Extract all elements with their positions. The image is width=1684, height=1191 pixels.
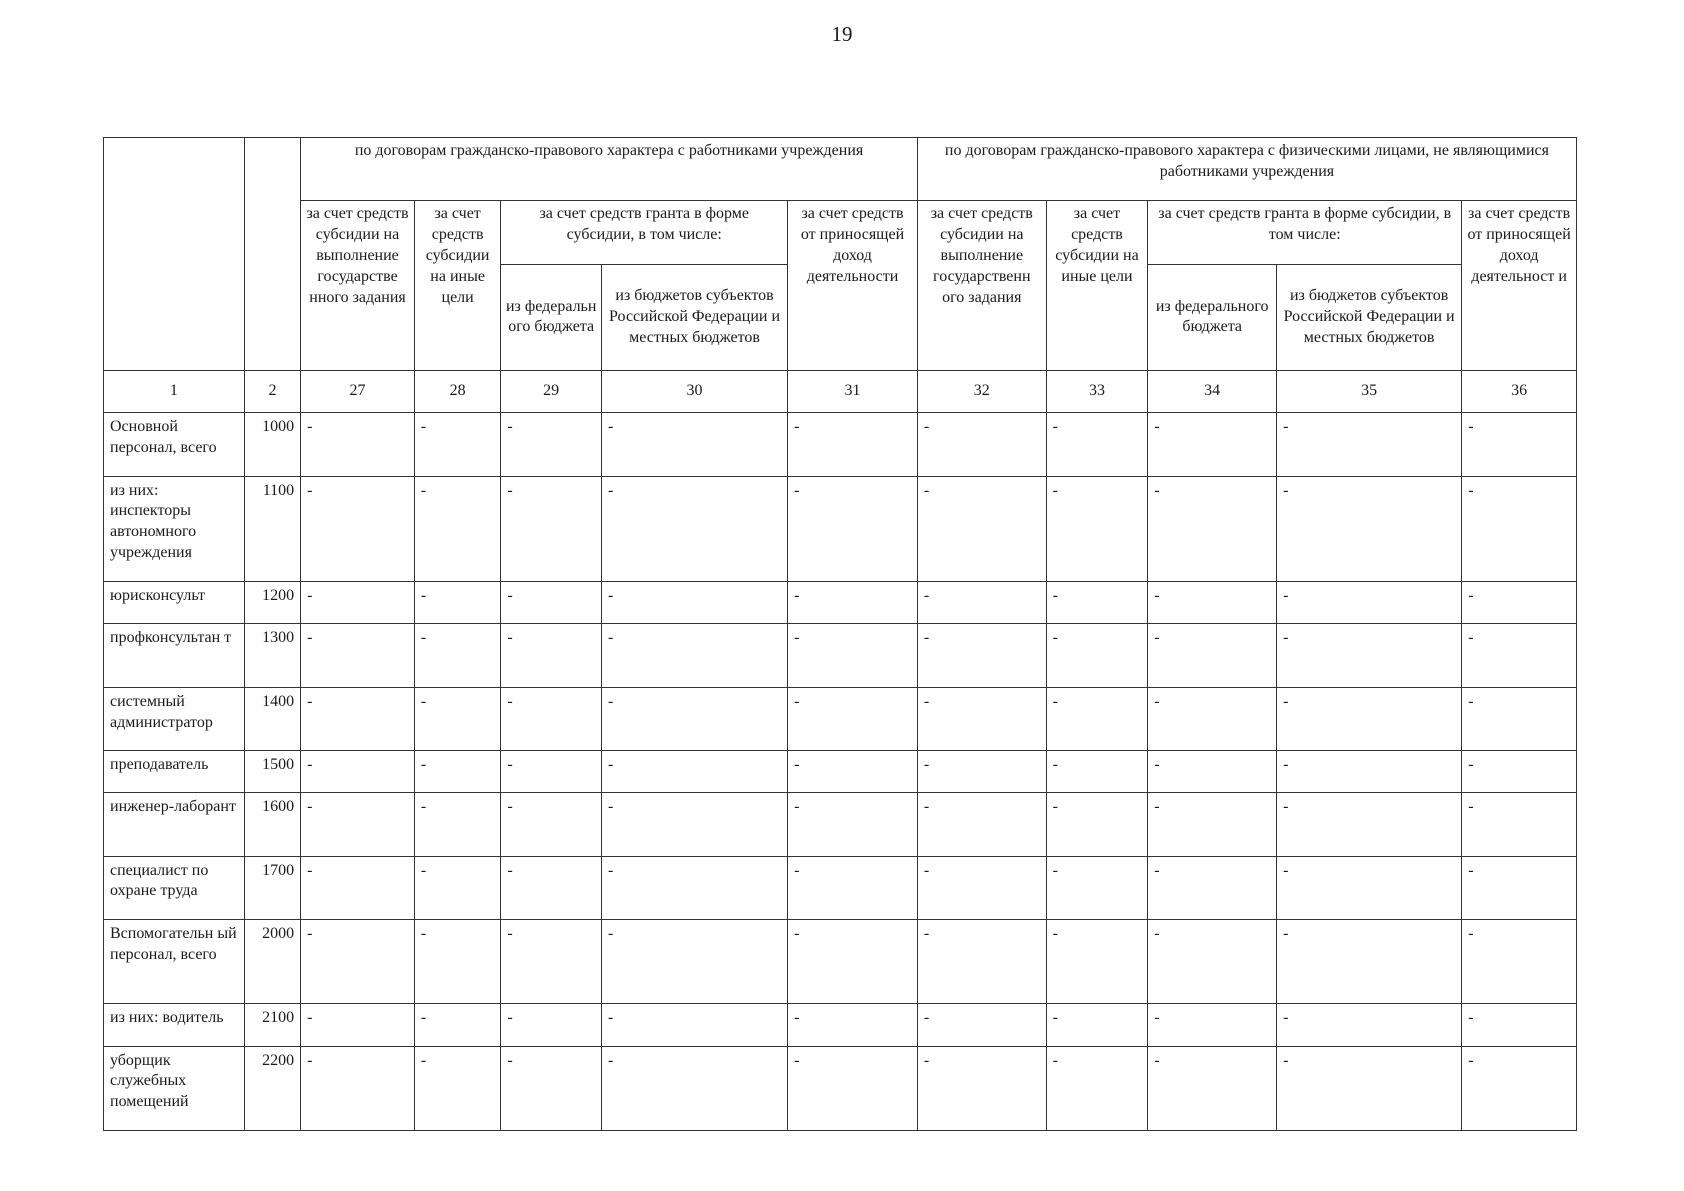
- row-label: из них: инспекторы автономного учреждения: [104, 476, 245, 582]
- value-cell: -: [1462, 476, 1577, 582]
- value-cell: -: [788, 582, 918, 624]
- table-row: [104, 582, 1577, 624]
- value-cell: -: [501, 919, 602, 1003]
- value-cell: -: [301, 582, 415, 624]
- value-cell: -: [501, 476, 602, 582]
- value-cell: -: [917, 1046, 1046, 1131]
- group-header-individuals: по договорам гражданско-правового характера с физическими лицами, не являющимися работниками учреждения: [917, 138, 1576, 201]
- value-cell: -: [1277, 687, 1462, 750]
- value-cell: -: [1277, 751, 1462, 793]
- header-income-activity-2: за счет средств от приносящей доход деятельност и: [1462, 201, 1577, 371]
- value-cell: -: [414, 413, 501, 476]
- value-cell: -: [1148, 687, 1277, 750]
- value-cell: -: [1462, 1004, 1577, 1046]
- table-row: [104, 687, 1577, 750]
- header-income-activity: за счет средств от приносящей доход деятельности: [788, 201, 918, 371]
- value-cell: -: [1046, 1004, 1148, 1046]
- value-cell: -: [1046, 582, 1148, 624]
- value-cell: -: [1148, 856, 1277, 919]
- value-cell: -: [1046, 856, 1148, 919]
- value-cell: -: [1462, 413, 1577, 476]
- value-cell: -: [1046, 793, 1148, 856]
- table-row: [104, 476, 1577, 582]
- header-state-task-subsidy: за счет средств субсидии на выполнение государстве нного задания: [301, 201, 415, 371]
- value-cell: -: [414, 793, 501, 856]
- value-cell: -: [917, 856, 1046, 919]
- value-cell: -: [301, 1046, 415, 1131]
- value-cell: -: [1046, 624, 1148, 687]
- table-row: [104, 793, 1577, 856]
- value-cell: -: [414, 856, 501, 919]
- value-cell: -: [601, 793, 787, 856]
- header-regional-budgets-2: из бюджетов субъектов Российской Федерации и местных бюджетов: [1277, 264, 1462, 371]
- row-code: 1600: [244, 793, 300, 856]
- value-cell: -: [414, 582, 501, 624]
- row-label: профконсультан т: [104, 624, 245, 687]
- table-header: [104, 138, 1577, 413]
- column-number: 30: [601, 371, 787, 413]
- value-cell: -: [414, 687, 501, 750]
- value-cell: -: [601, 476, 787, 582]
- value-cell: -: [1046, 919, 1148, 1003]
- value-cell: -: [501, 793, 602, 856]
- table-row: [104, 1004, 1577, 1046]
- value-cell: -: [301, 1004, 415, 1046]
- value-cell: -: [1277, 919, 1462, 1003]
- value-cell: -: [301, 856, 415, 919]
- value-cell: -: [601, 856, 787, 919]
- value-cell: -: [501, 413, 602, 476]
- table-row: [104, 413, 1577, 476]
- value-cell: -: [917, 624, 1046, 687]
- value-cell: -: [1462, 1046, 1577, 1131]
- value-cell: -: [501, 1046, 602, 1131]
- value-cell: -: [1462, 793, 1577, 856]
- value-cell: -: [1148, 1004, 1277, 1046]
- value-cell: -: [1277, 1046, 1462, 1131]
- table-row: [104, 1046, 1577, 1131]
- value-cell: -: [414, 919, 501, 1003]
- value-cell: -: [1277, 793, 1462, 856]
- value-cell: -: [788, 856, 918, 919]
- value-cell: -: [1148, 1046, 1277, 1131]
- column-number: 28: [414, 371, 501, 413]
- row-code: 1400: [244, 687, 300, 750]
- row-code: 2000: [244, 919, 300, 1003]
- staff-payments-table: [103, 137, 1577, 1131]
- header-other-goals-subsidy-2: за счет средств субсидии на иные цели: [1046, 201, 1148, 371]
- value-cell: -: [601, 582, 787, 624]
- value-cell: -: [1046, 476, 1148, 582]
- value-cell: -: [917, 476, 1046, 582]
- header-code-cell: [244, 138, 300, 371]
- value-cell: -: [301, 624, 415, 687]
- value-cell: -: [1462, 624, 1577, 687]
- value-cell: -: [788, 624, 918, 687]
- value-cell: -: [917, 793, 1046, 856]
- table-row: [104, 856, 1577, 919]
- value-cell: -: [1148, 751, 1277, 793]
- row-code: 1500: [244, 751, 300, 793]
- value-cell: -: [601, 624, 787, 687]
- value-cell: -: [917, 919, 1046, 1003]
- row-code: 2200: [244, 1046, 300, 1131]
- value-cell: -: [1462, 919, 1577, 1003]
- value-cell: -: [601, 919, 787, 1003]
- table-body: [104, 413, 1577, 1131]
- value-cell: -: [1462, 582, 1577, 624]
- value-cell: -: [1046, 1046, 1148, 1131]
- value-cell: -: [788, 476, 918, 582]
- value-cell: -: [1148, 624, 1277, 687]
- row-code: 1100: [244, 476, 300, 582]
- value-cell: -: [414, 1046, 501, 1131]
- value-cell: -: [788, 1004, 918, 1046]
- value-cell: -: [917, 687, 1046, 750]
- row-label: Вспомогательн ый персонал, всего: [104, 919, 245, 1003]
- value-cell: -: [501, 751, 602, 793]
- value-cell: -: [917, 751, 1046, 793]
- value-cell: -: [1046, 413, 1148, 476]
- value-cell: -: [414, 1004, 501, 1046]
- value-cell: -: [1148, 919, 1277, 1003]
- header-grant-subsidy: за счет средств гранта в форме субсидии, в том числе:: [501, 201, 788, 264]
- column-number: 27: [301, 371, 415, 413]
- value-cell: -: [601, 1046, 787, 1131]
- row-label: инженер-лаборант: [104, 793, 245, 856]
- group-header-employees: по договорам гражданско-правового характера с работниками учреждения: [301, 138, 918, 201]
- value-cell: -: [788, 1046, 918, 1131]
- value-cell: -: [301, 919, 415, 1003]
- value-cell: -: [1046, 751, 1148, 793]
- header-other-goals-subsidy: за счет средств субсидии на иные цели: [414, 201, 501, 371]
- header-grant-subsidy-2: за счет средств гранта в форме субсидии, в том числе:: [1148, 201, 1462, 264]
- value-cell: -: [1148, 793, 1277, 856]
- value-cell: -: [1277, 476, 1462, 582]
- value-cell: -: [414, 751, 501, 793]
- column-number: 36: [1462, 371, 1577, 413]
- row-label: преподаватель: [104, 751, 245, 793]
- column-number: 34: [1148, 371, 1277, 413]
- value-cell: -: [301, 751, 415, 793]
- value-cell: -: [501, 1004, 602, 1046]
- value-cell: -: [301, 687, 415, 750]
- column-number: 2: [244, 371, 300, 413]
- row-label: Основной персонал, всего: [104, 413, 245, 476]
- value-cell: -: [1277, 856, 1462, 919]
- row-code: 2100: [244, 1004, 300, 1046]
- table-row: [104, 919, 1577, 1003]
- value-cell: -: [1277, 1004, 1462, 1046]
- value-cell: -: [1277, 413, 1462, 476]
- row-code: 1700: [244, 856, 300, 919]
- row-code: 1000: [244, 413, 300, 476]
- row-label: уборщик служебных помещений: [104, 1046, 245, 1131]
- page-number: 19: [831, 22, 853, 46]
- table-row: [104, 624, 1577, 687]
- row-label: системный администратор: [104, 687, 245, 750]
- value-cell: -: [788, 687, 918, 750]
- value-cell: -: [788, 919, 918, 1003]
- value-cell: -: [1277, 582, 1462, 624]
- table-row: [104, 751, 1577, 793]
- value-cell: -: [1148, 476, 1277, 582]
- column-numbers-row: [104, 371, 1577, 413]
- value-cell: -: [1046, 687, 1148, 750]
- value-cell: -: [1462, 856, 1577, 919]
- row-label: из них: водитель: [104, 1004, 245, 1046]
- row-code: 1200: [244, 582, 300, 624]
- header-federal-budget: из федеральн ого бюджета: [501, 264, 602, 371]
- value-cell: -: [501, 687, 602, 750]
- value-cell: -: [917, 413, 1046, 476]
- header-name-cell: [104, 138, 245, 371]
- header-federal-budget-2: из федерального бюджета: [1148, 264, 1277, 371]
- column-number: 31: [788, 371, 918, 413]
- column-number: 32: [917, 371, 1046, 413]
- value-cell: -: [301, 476, 415, 582]
- column-number: 29: [501, 371, 602, 413]
- value-cell: -: [501, 856, 602, 919]
- value-cell: -: [788, 793, 918, 856]
- value-cell: -: [301, 413, 415, 476]
- column-number: 35: [1277, 371, 1462, 413]
- value-cell: -: [788, 413, 918, 476]
- value-cell: -: [788, 751, 918, 793]
- value-cell: -: [1277, 624, 1462, 687]
- row-label: юрисконсульт: [104, 582, 245, 624]
- header-regional-budgets: из бюджетов субъектов Российской Федерации и местных бюджетов: [601, 264, 787, 371]
- value-cell: -: [1148, 413, 1277, 476]
- column-number: 33: [1046, 371, 1148, 413]
- value-cell: -: [414, 624, 501, 687]
- value-cell: -: [601, 413, 787, 476]
- value-cell: -: [501, 624, 602, 687]
- row-label: специалист по охране труда: [104, 856, 245, 919]
- value-cell: -: [1462, 687, 1577, 750]
- value-cell: -: [601, 1004, 787, 1046]
- value-cell: -: [301, 793, 415, 856]
- column-number: 1: [104, 371, 245, 413]
- value-cell: -: [601, 687, 787, 750]
- value-cell: -: [601, 751, 787, 793]
- value-cell: -: [1462, 751, 1577, 793]
- value-cell: -: [1148, 582, 1277, 624]
- value-cell: -: [917, 582, 1046, 624]
- value-cell: -: [414, 476, 501, 582]
- row-code: 1300: [244, 624, 300, 687]
- header-state-task-subsidy-2: за счет средств субсидии на выполнение государственн ого задания: [917, 201, 1046, 371]
- value-cell: -: [501, 582, 602, 624]
- value-cell: -: [917, 1004, 1046, 1046]
